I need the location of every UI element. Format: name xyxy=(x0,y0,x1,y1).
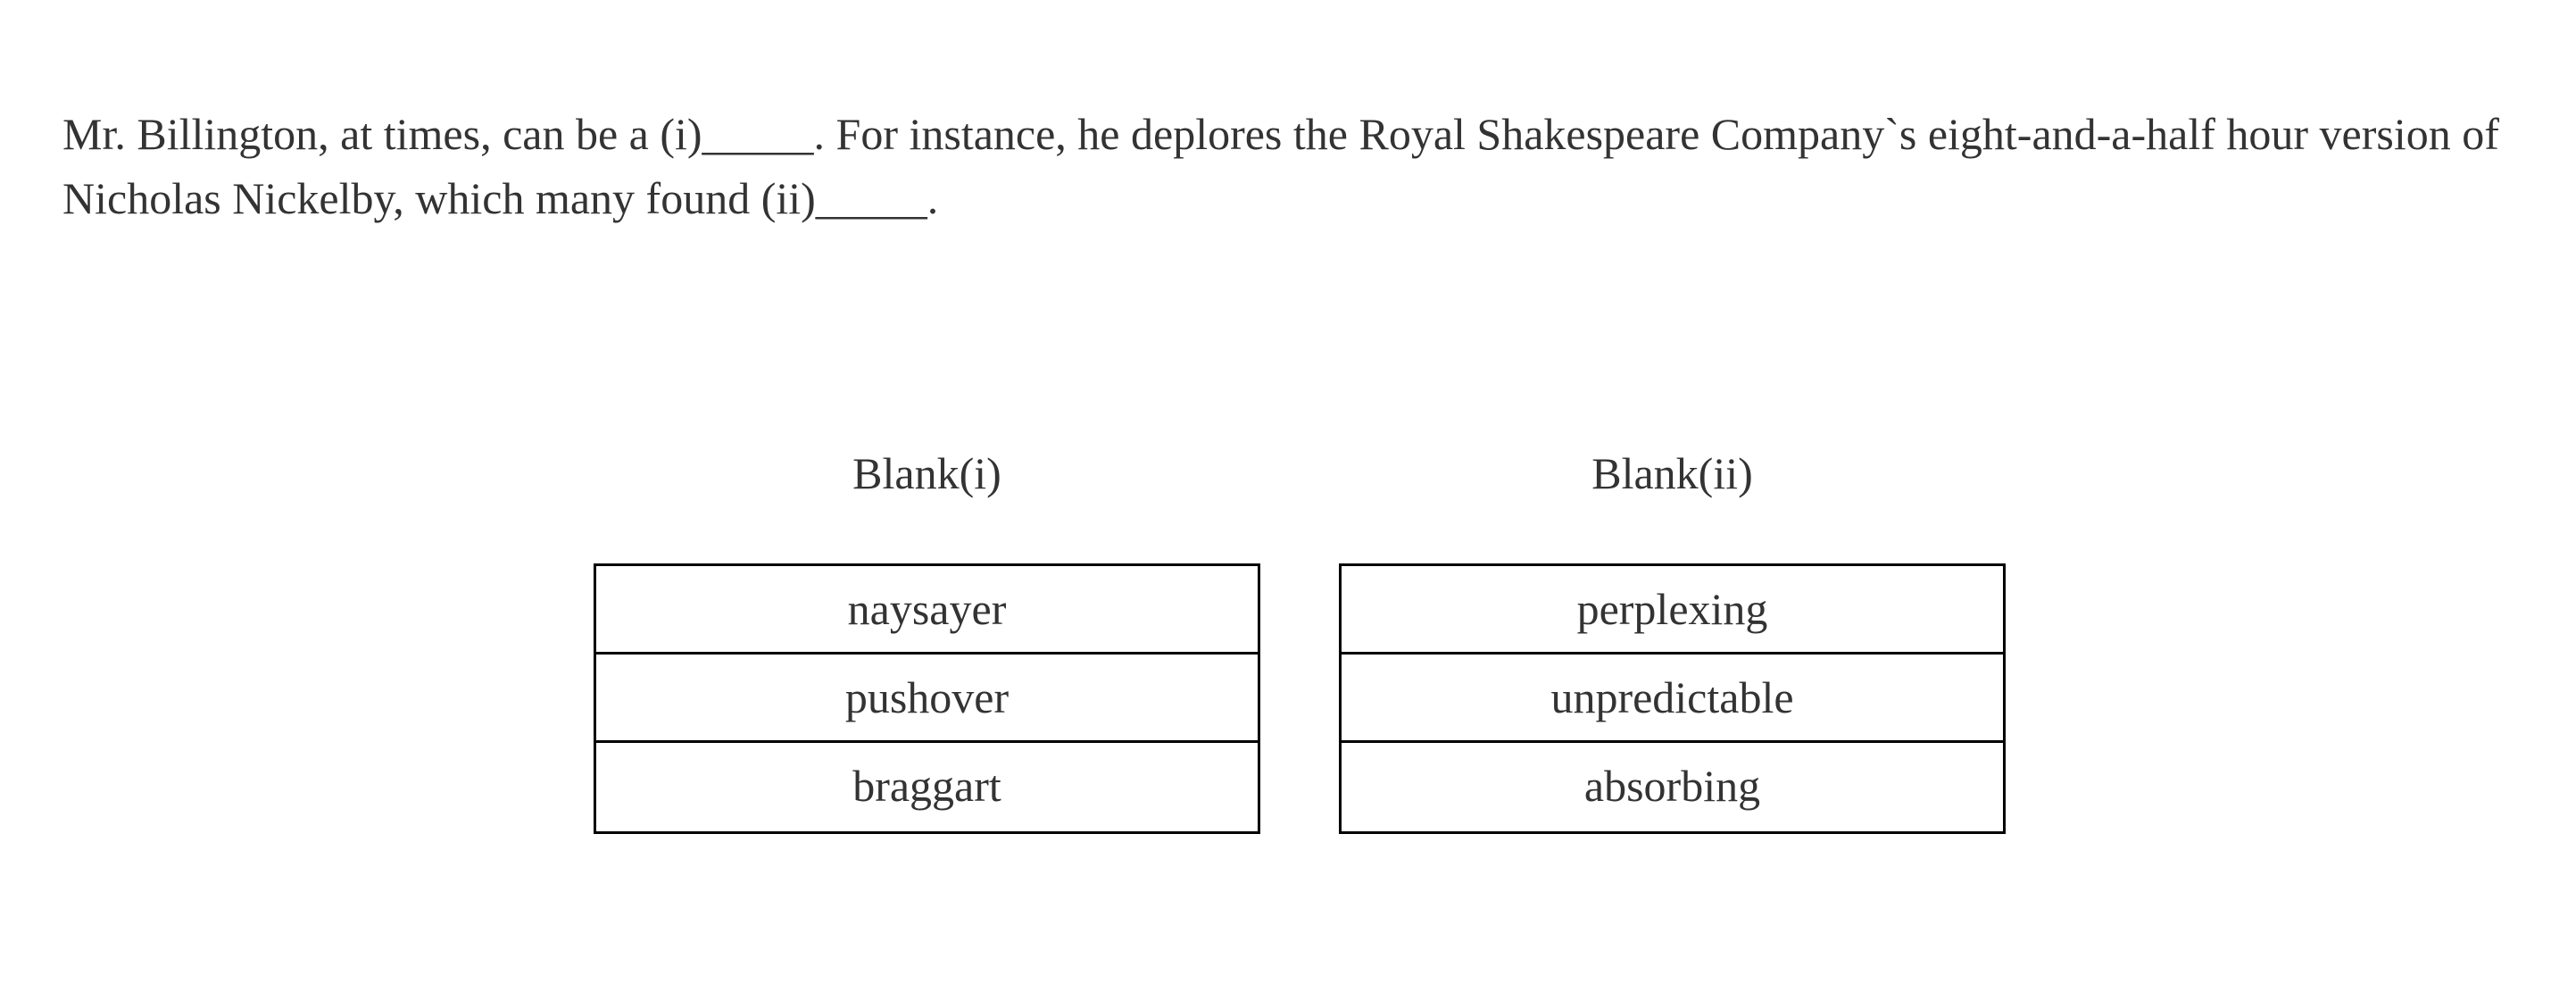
blank-i-header: Blank(i) xyxy=(852,448,1001,498)
blank-i-option-pushover[interactable]: pushover xyxy=(596,655,1258,743)
blank-i-option-braggart[interactable]: braggart xyxy=(852,761,1001,811)
blank-ii-option-unpredictable[interactable]: unpredictable xyxy=(1342,655,2003,743)
blank-i-options xyxy=(594,563,1260,834)
question-text: Mr. Billington, at times, can be a (i)_____. For instance, he deplores the Royal Shakespeare Company`s eight-and-a-half hour version of Nicholas Nickelby, which many found (ii)_____. xyxy=(62,109,2499,223)
blank-i-option-naysayer[interactable]: naysayer xyxy=(596,566,1258,655)
blank-ii-option-absorbing[interactable]: absorbing xyxy=(1583,761,1761,811)
blank-ii-header: Blank(ii) xyxy=(1591,448,1753,498)
blank-ii-options xyxy=(1339,563,2006,834)
blank-ii-option-perplexing[interactable]: perplexing xyxy=(1342,566,2003,655)
